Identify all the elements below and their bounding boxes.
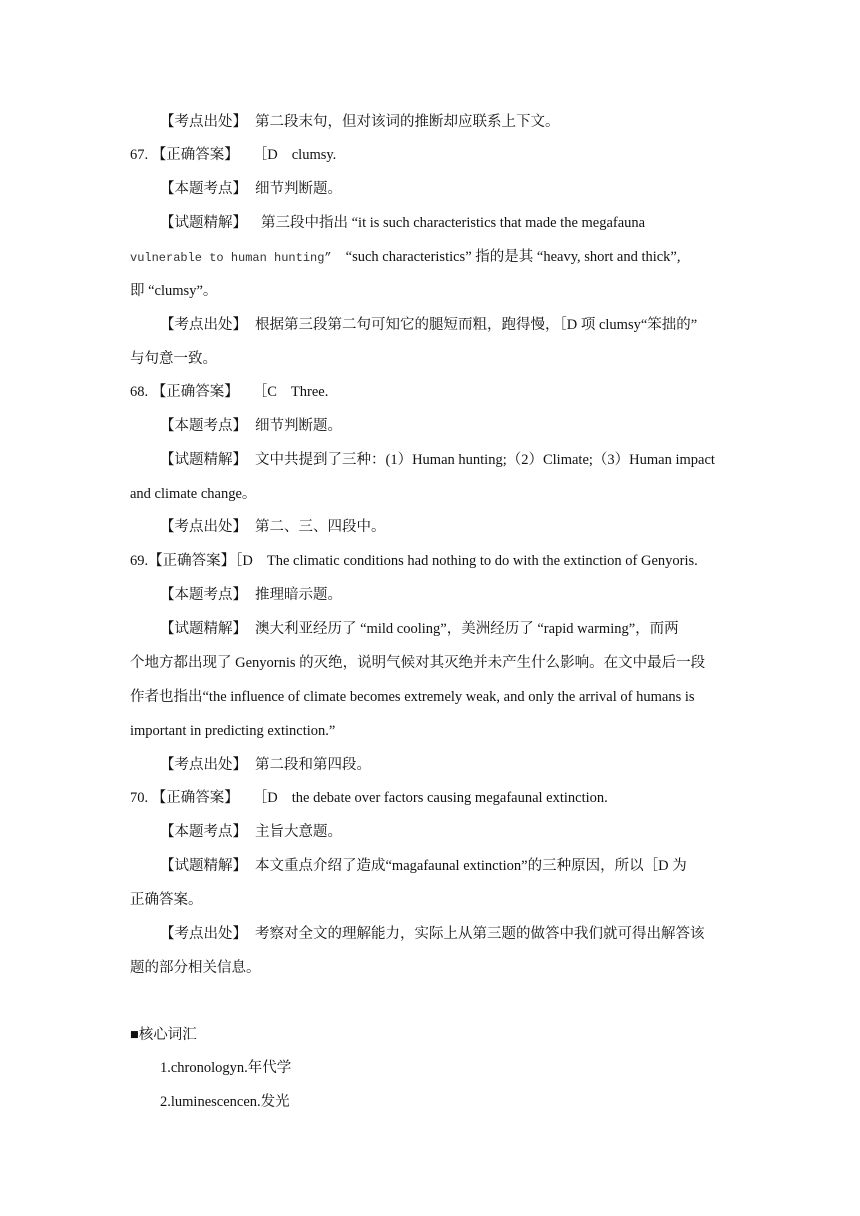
q70-explain-line-2 (130, 890, 731, 910)
source-label: 【考点出处】 (160, 519, 247, 535)
answer-label: 【正确答案】 (151, 384, 239, 400)
point-text: 细节判断题。 (255, 418, 342, 434)
explain-text-mono: vulnerable to human hunting” (130, 251, 332, 265)
explain-text: 正确答案。 (130, 892, 203, 908)
q70-source-line-2 (130, 958, 731, 978)
answer-text: Three. (290, 384, 329, 400)
q70-answer-line (130, 788, 731, 808)
explain-text: 澳大利亚经历了 “mild cooling”，美洲经历了 “rapid warming”，而两 (255, 621, 679, 637)
q67-explain-line-1 (160, 213, 731, 233)
explain-text: and climate change。 (130, 486, 257, 502)
q67-source-line-2 (130, 349, 731, 369)
q67-explain-line-2 (130, 247, 731, 268)
source-label: 【考点出处】 (160, 757, 247, 773)
source-text: 考察对全文的理解能力，实际上从第三题的做答中我们就可得出解答该 (255, 926, 705, 942)
point-label: 【本题考点】 (160, 181, 247, 197)
question-number: 69. (130, 553, 149, 569)
answer-label: 【正确答案】 (151, 790, 239, 806)
q69-answer-line (130, 551, 731, 571)
answer-label: 【正确答案】 (148, 553, 236, 569)
answer-text: the debate over factors causing megafaunal extinction. (291, 790, 608, 806)
explain-text: 即 “clumsy”。 (130, 283, 218, 299)
point-label: 【本题考点】 (160, 824, 247, 840)
answer-text: The climatic conditions had nothing to do with the extinction of Genyoris. (266, 553, 698, 569)
explain-text: 作者也指出“the influence of climate becomes extremely weak, and only the arrival of humans is (130, 689, 695, 705)
explain-label: 【试题精解】 (160, 621, 247, 637)
explain-text: 个地方都出现了 Genyornis 的灭绝，说明气候对其灭绝并未产生什么影响。在文中最后一段 (130, 655, 706, 671)
explain-label: 【试题精解】 (160, 858, 247, 874)
explain-text: important in predicting extinction.” (130, 723, 336, 739)
answer-text: clumsy. (291, 147, 337, 163)
point-label: 【本题考点】 (160, 418, 247, 434)
source-text: 与句意一致。 (130, 351, 217, 367)
answer-label: 【正确答案】 (151, 147, 239, 163)
q69-source-line (160, 755, 731, 775)
explain-text: 本文重点介绍了造成“magafaunal extinction”的三种原因，所以［D 为 (255, 858, 687, 874)
answer-letter: ［D (252, 790, 278, 806)
question-number: 68. (130, 384, 149, 400)
point-text: 推理暗示题。 (255, 587, 342, 603)
vocab-heading: ■核心词汇 (130, 1027, 197, 1043)
question-number: 70. (130, 790, 149, 806)
q67-source-line-1 (160, 315, 731, 335)
q69-explain-line-4 (130, 721, 731, 741)
point-text: 细节判断题。 (255, 181, 342, 197)
q69-explain-line-3 (130, 687, 731, 707)
q67-point-line (160, 179, 731, 199)
source-text: 第二段和第四段。 (255, 757, 371, 773)
vocab-item: 1.chronologyn.年代学 (160, 1060, 292, 1076)
answer-letter: ［D (252, 147, 278, 163)
answer-letter: ［C (252, 384, 277, 400)
source-label: 【考点出处】 (160, 926, 247, 942)
q70-source-line-1 (160, 924, 731, 944)
source-text: 第二段末句，但对该词的推断却应联系上下文。 (255, 114, 560, 130)
q68-point-line (160, 416, 731, 436)
q68-explain-line-1 (160, 450, 731, 470)
source-text: 根据第三段第二句可知它的腿短而粗，跑得慢，［D 项 clumsy“笨拙的” (255, 317, 698, 333)
question-number: 67. (130, 147, 149, 163)
point-label: 【本题考点】 (160, 587, 247, 603)
q66-source-line (160, 112, 731, 132)
q68-answer-line (130, 382, 731, 402)
q68-explain-line-2 (130, 484, 731, 504)
explain-text: 第三段中指出 “it is such characteristics that made the megafauna (261, 215, 646, 231)
source-label: 【考点出处】 (160, 114, 247, 130)
vocab-item: 2.luminescencen.发光 (160, 1094, 290, 1110)
explain-text: 文中共提到了三种：(1）Human hunting;（2）Climate;（3）Human impact (255, 452, 715, 468)
q69-explain-line-2 (130, 653, 731, 673)
answer-letter: ［D (235, 553, 253, 569)
explain-label: 【试题精解】 (160, 452, 247, 468)
source-text: 题的部分相关信息。 (130, 960, 261, 976)
point-text: 主旨大意题。 (255, 824, 342, 840)
source-text: 第二、三、四段中。 (255, 519, 386, 535)
q70-point-line (160, 822, 731, 842)
source-label: 【考点出处】 (160, 317, 247, 333)
q67-explain-line-3 (130, 281, 731, 301)
explain-text: “such characteristics” 指的是其 “heavy, short and thick”, (345, 249, 681, 265)
q68-source-line (160, 517, 731, 537)
q67-answer-line (130, 145, 731, 165)
q69-explain-line-1 (160, 619, 731, 639)
q69-point-line (160, 585, 731, 605)
q70-explain-line-1 (160, 856, 731, 876)
explain-label: 【试题精解】 (160, 215, 247, 231)
